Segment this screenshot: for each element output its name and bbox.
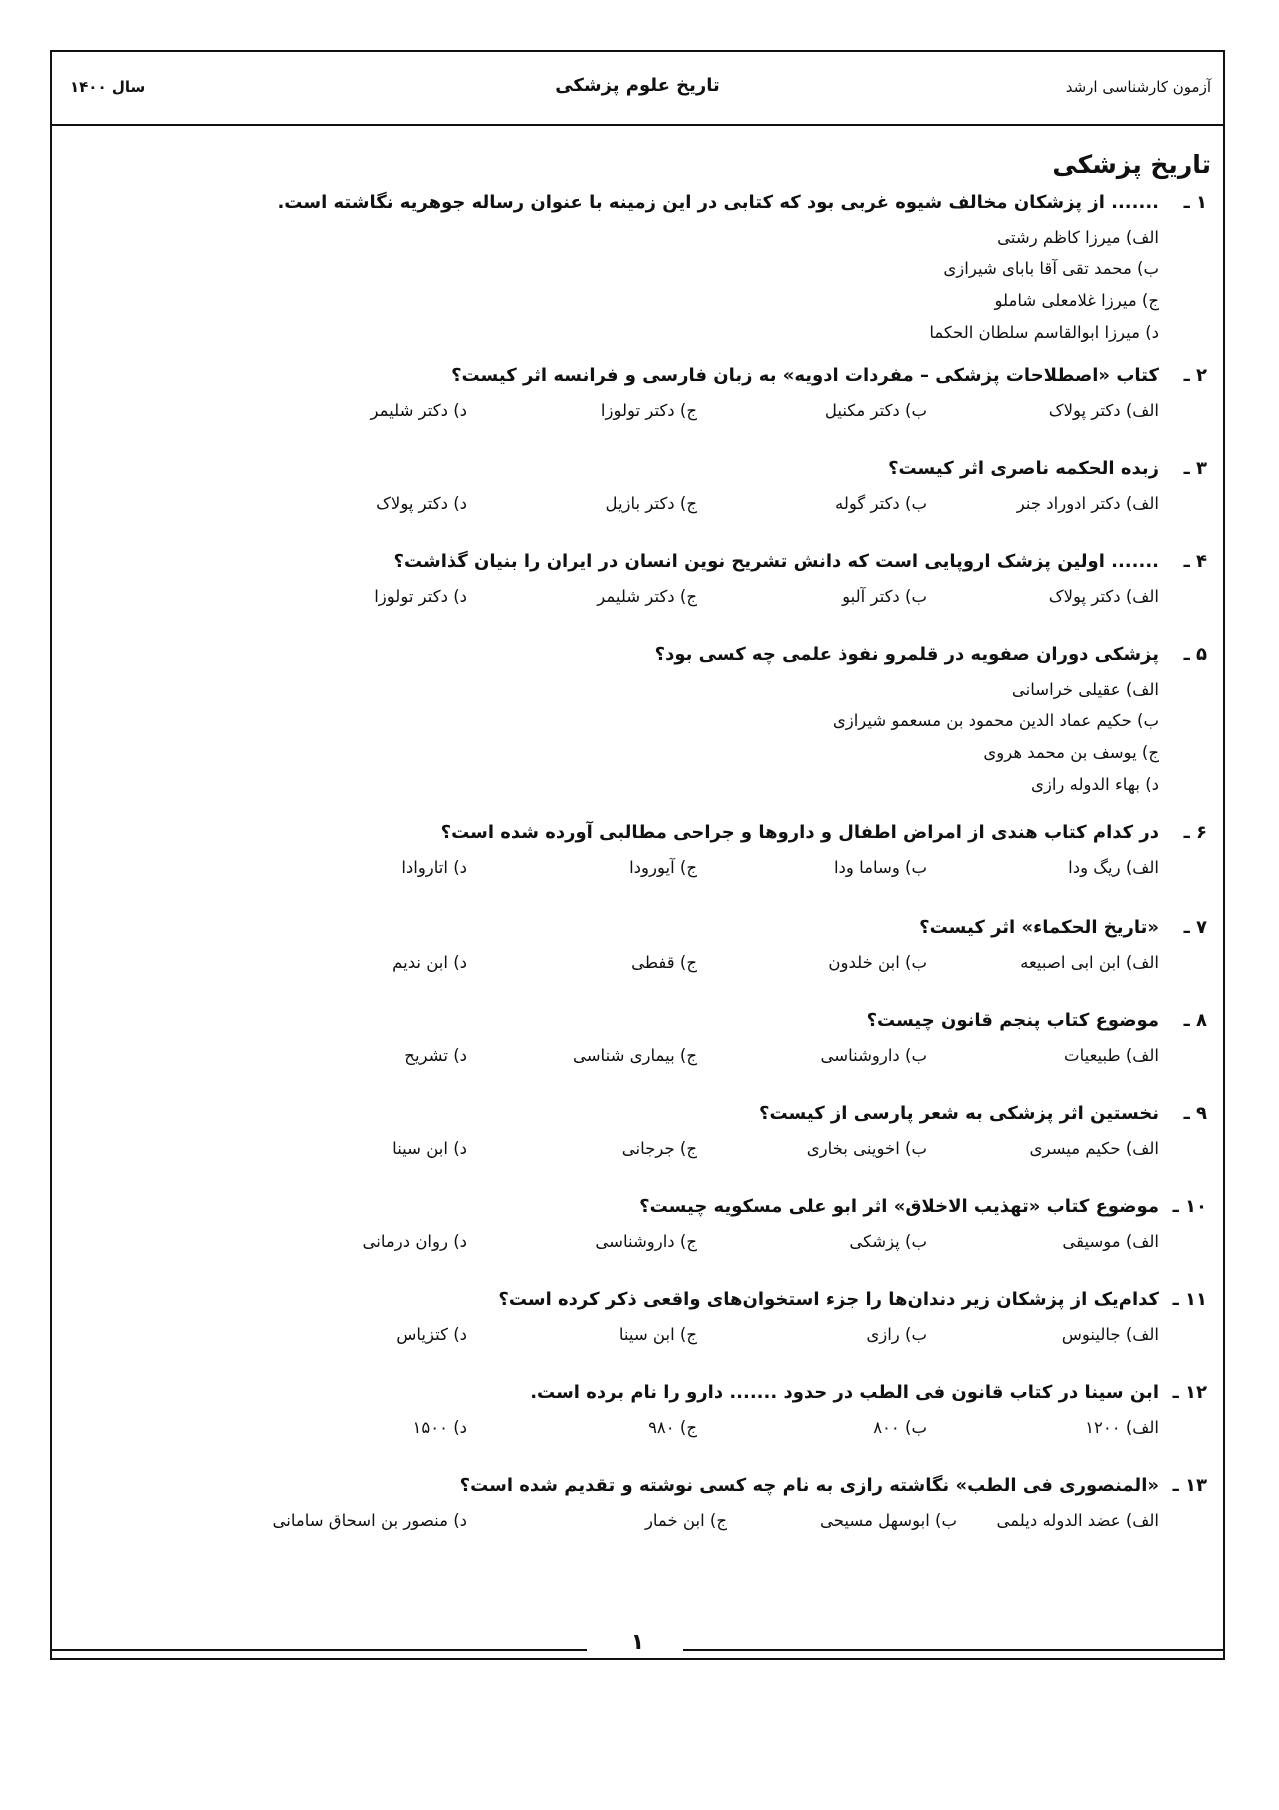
option-c: ج) دکتر بازیل [605, 494, 697, 513]
exam-name: آزمون کارشناسی ارشد [1065, 78, 1211, 96]
question-number: ۳ ـ [1183, 458, 1207, 479]
question-number: ۹ ـ [1183, 1103, 1207, 1124]
question-number: ۱ ـ [1183, 192, 1207, 213]
subject-title: تاریخ علوم پزشکی [555, 75, 720, 96]
question-text: پزشکی دوران صفویه در قلمرو نفوذ علمی چه کسی بود؟ [654, 644, 1159, 665]
option-a: الف) جالینوس [1061, 1325, 1159, 1344]
option-b: ب) دکتر مکنیل [824, 401, 927, 420]
question-number: ۲ ـ [1183, 365, 1207, 386]
option-d: د) دکتر پولاک [376, 494, 467, 513]
question-text: کتاب «اصطلاحات پزشکی – مفردات ادویه» به زبان فارسی و فرانسه اثر کیست؟ [451, 365, 1159, 386]
option-b: ب) پزشکی [849, 1232, 927, 1251]
question-text: ابن سینا در کتاب قانون فی الطب در حدود ....... دارو را نام برده است. [530, 1382, 1159, 1403]
option-c: ج) بیماری شناسی [572, 1046, 697, 1065]
option-a: الف) موسیقی [1062, 1232, 1159, 1251]
question-text: نخستین اثر پزشکی به شعر پارسی از کیست؟ [759, 1103, 1159, 1124]
option-d: د) کتزیاس [396, 1325, 467, 1344]
option-a: الف) میرزا کاظم رشتی [997, 228, 1159, 247]
question-text: «تاریخ الحکماء» اثر کیست؟ [919, 917, 1159, 938]
question-text: زبده الحکمه ناصری اثر کیست؟ [888, 458, 1159, 479]
question-text: «المنصوری فی الطب» نگاشته رازی به نام چه کسی نوشته و تقدیم شده است؟ [459, 1475, 1159, 1496]
option-a: الف) عضد الدوله دیلمی [996, 1511, 1159, 1530]
option-a: الف) دکتر پولاک [1048, 401, 1159, 420]
option-c: ج) یوسف بن محمد هروی [983, 743, 1159, 762]
question-text: کدام‌یک از پزشکان زیر دندان‌ها را جزء استخوان‌های واقعی ذکر کرده است؟ [498, 1289, 1159, 1310]
option-d: د) منصور بن اسحاق سامانی [272, 1511, 467, 1530]
option-d: د) بهاء الدوله رازی [1030, 775, 1159, 794]
option-c: ج) جرجانی [621, 1139, 697, 1158]
question-number: ۵ ـ [1183, 644, 1207, 665]
option-b: ب) دکتر آلبو [842, 587, 927, 606]
question-text: در کدام کتاب هندی از امراض اطفال و داروها و جراحی مطالبی آورده شده است؟ [440, 822, 1159, 843]
option-a: الف) طبیعیات [1064, 1046, 1159, 1065]
option-c: ج) ۹۸۰ [648, 1418, 697, 1437]
question-text: ....... از پزشکان مخالف شیوه غربی بود که کتابی در این زمینه با عنوان رساله جوهریه نگاشته است. [277, 192, 1159, 213]
option-c: ج) ابن خمار [644, 1511, 727, 1530]
exam-year: سال ۱۴۰۰ [70, 78, 146, 96]
option-a: الف) حکیم میسری [1029, 1139, 1159, 1158]
option-d: د) ابن ندیم [392, 953, 467, 972]
option-b: ب) وساما ودا [833, 858, 927, 877]
option-d: د) دکتر تولوزا [374, 587, 467, 606]
question-number: ۱۳ ـ [1172, 1475, 1207, 1496]
option-c: ج) قفطی [631, 953, 697, 972]
option-b: ب) داروشناسی [820, 1046, 927, 1065]
option-a: الف) ریگ ودا [1068, 858, 1159, 877]
option-b: ب) ابن خلدون [828, 953, 927, 972]
question-text: موضوع کتاب پنجم قانون چیست؟ [866, 1010, 1159, 1031]
option-b: ب) محمد تقی آقا بابای شیرازی [943, 259, 1159, 278]
option-c: ج) آیورودا [629, 858, 697, 877]
page-frame [50, 50, 1225, 1660]
question-number: ۴ ـ [1183, 551, 1207, 572]
option-c: ج) داروشناسی [595, 1232, 697, 1251]
question-number: ۸ ـ [1183, 1010, 1207, 1031]
option-d: د) اتاروادا [401, 858, 467, 877]
option-d: د) دکتر شلیمر [370, 401, 467, 420]
option-a: الف) دکتر پولاک [1048, 587, 1159, 606]
page-number: ۱ [630, 1630, 645, 1655]
option-b: ب) ۸۰۰ [873, 1418, 927, 1437]
option-a: الف) ۱۲۰۰ [1085, 1418, 1159, 1437]
page-header [52, 52, 1223, 126]
option-b: ب) دکتر گوله [835, 494, 927, 513]
option-a: الف) عقیلی خراسانی [1011, 680, 1159, 699]
question-number: ۱۲ ـ [1172, 1382, 1207, 1403]
question-number: ۶ ـ [1183, 822, 1207, 843]
option-b: ب) رازی [866, 1325, 927, 1344]
option-d: د) ابن سینا [392, 1139, 467, 1158]
question-number: ۱۱ ـ [1172, 1289, 1207, 1310]
option-d: د) تشریح [404, 1046, 467, 1065]
question-text: موضوع کتاب «تهذیب الاخلاق» اثر ابو علی مسکویه چیست؟ [639, 1196, 1159, 1217]
option-a: الف) ابن ابی اصبیعه [1020, 953, 1159, 972]
option-c: ج) میرزا غلامعلی شاملو [994, 291, 1159, 310]
option-b: ب) ابوسهل مسیحی [819, 1511, 957, 1530]
option-b: ب) اخوینی بخاری [806, 1139, 927, 1158]
question-text: ....... اولین پزشک اروپایی است که دانش تشریح نوین انسان در ایران را بنیان گذاشت؟ [393, 551, 1159, 572]
option-d: د) ۱۵۰۰ [412, 1418, 467, 1437]
question-number: ۷ ـ [1183, 917, 1207, 938]
question-number: ۱۰ ـ [1172, 1196, 1207, 1217]
option-c: ج) دکتر تولوزا [600, 401, 697, 420]
option-b: ب) حکیم عماد الدین محمود بن مسعمو شیرازی [832, 711, 1159, 730]
option-c: ج) دکتر شلیمر [597, 587, 697, 606]
section-title: تاریخ پزشکی [1052, 150, 1211, 179]
option-c: ج) ابن سینا [618, 1325, 697, 1344]
option-d: د) میرزا ابوالقاسم سلطان الحکما [929, 323, 1159, 342]
option-d: د) روان درمانی [362, 1232, 467, 1251]
option-a: الف) دکتر ادوراد جنر [1016, 494, 1159, 513]
